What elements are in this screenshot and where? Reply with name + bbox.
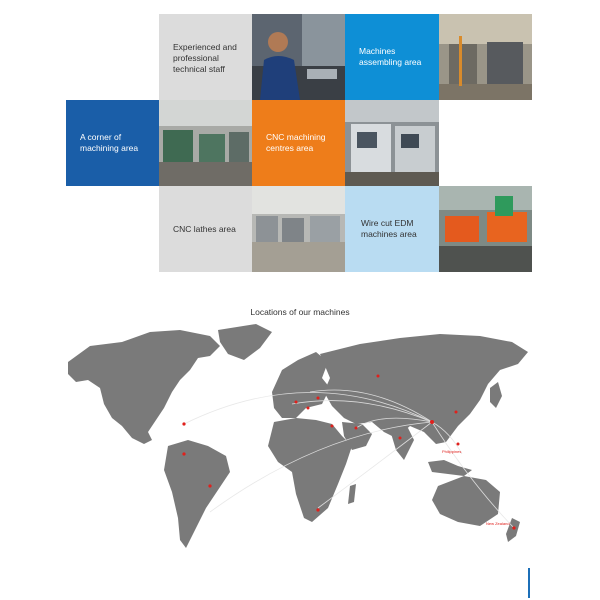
tile-assembling (345, 14, 439, 100)
marker-europe-1 (295, 401, 298, 404)
label-philippines: Philippines (442, 449, 462, 454)
tile-edm-label: Wire cut EDM machines area (361, 218, 417, 239)
japan (490, 382, 502, 408)
africa (268, 418, 352, 522)
tile-cnc-lathes (159, 186, 252, 272)
marker-colombia (182, 452, 185, 455)
marker-russia (377, 375, 380, 378)
marker-south-africa (316, 508, 319, 511)
marker-india (399, 437, 402, 440)
marker-china (430, 420, 434, 424)
tile-technical-staff-label: Experienced and professional technical staff (173, 42, 237, 74)
label-new-zealand: New Zealand (486, 521, 510, 526)
india (390, 428, 414, 460)
marker-brazil (208, 484, 211, 487)
tile-machining-corner (66, 100, 159, 186)
marker-korea (455, 411, 458, 414)
tile-cnc-centres-label: CNC machining centres area (266, 132, 326, 153)
tile-assembling-label: Machines assembling area (359, 46, 422, 67)
greenland (218, 324, 272, 360)
tile-machining-corner-label: A corner of machining area (80, 132, 139, 153)
marker-europe-2 (307, 407, 310, 410)
tile-edm (345, 186, 439, 272)
tile-cnc-centres (252, 100, 345, 186)
tile-cnc-lathes-label: CNC lathes area (173, 224, 236, 234)
world-map (60, 322, 540, 552)
marker-philippines (457, 443, 460, 446)
marker-usa (182, 422, 185, 425)
photo-cnc-centres (345, 100, 439, 186)
photo-technical-staff (252, 14, 345, 100)
map-title: Locations of our machines (250, 307, 350, 317)
photo-machining-corner (159, 100, 252, 186)
photo-cnc-lathes (252, 186, 345, 272)
marker-new-zealand (512, 526, 515, 529)
marker-europe-3 (317, 397, 320, 400)
indonesia (428, 460, 472, 476)
north-america (68, 330, 220, 444)
photo-assembling (439, 14, 532, 100)
marker-middle-east (355, 427, 358, 430)
madagascar (348, 484, 356, 504)
south-america (164, 440, 230, 548)
europe (272, 352, 330, 418)
marker-egypt (331, 425, 334, 428)
photo-edm (439, 186, 532, 272)
land-masses (68, 324, 528, 548)
tile-technical-staff (159, 14, 252, 100)
page-marker-line (528, 568, 530, 598)
